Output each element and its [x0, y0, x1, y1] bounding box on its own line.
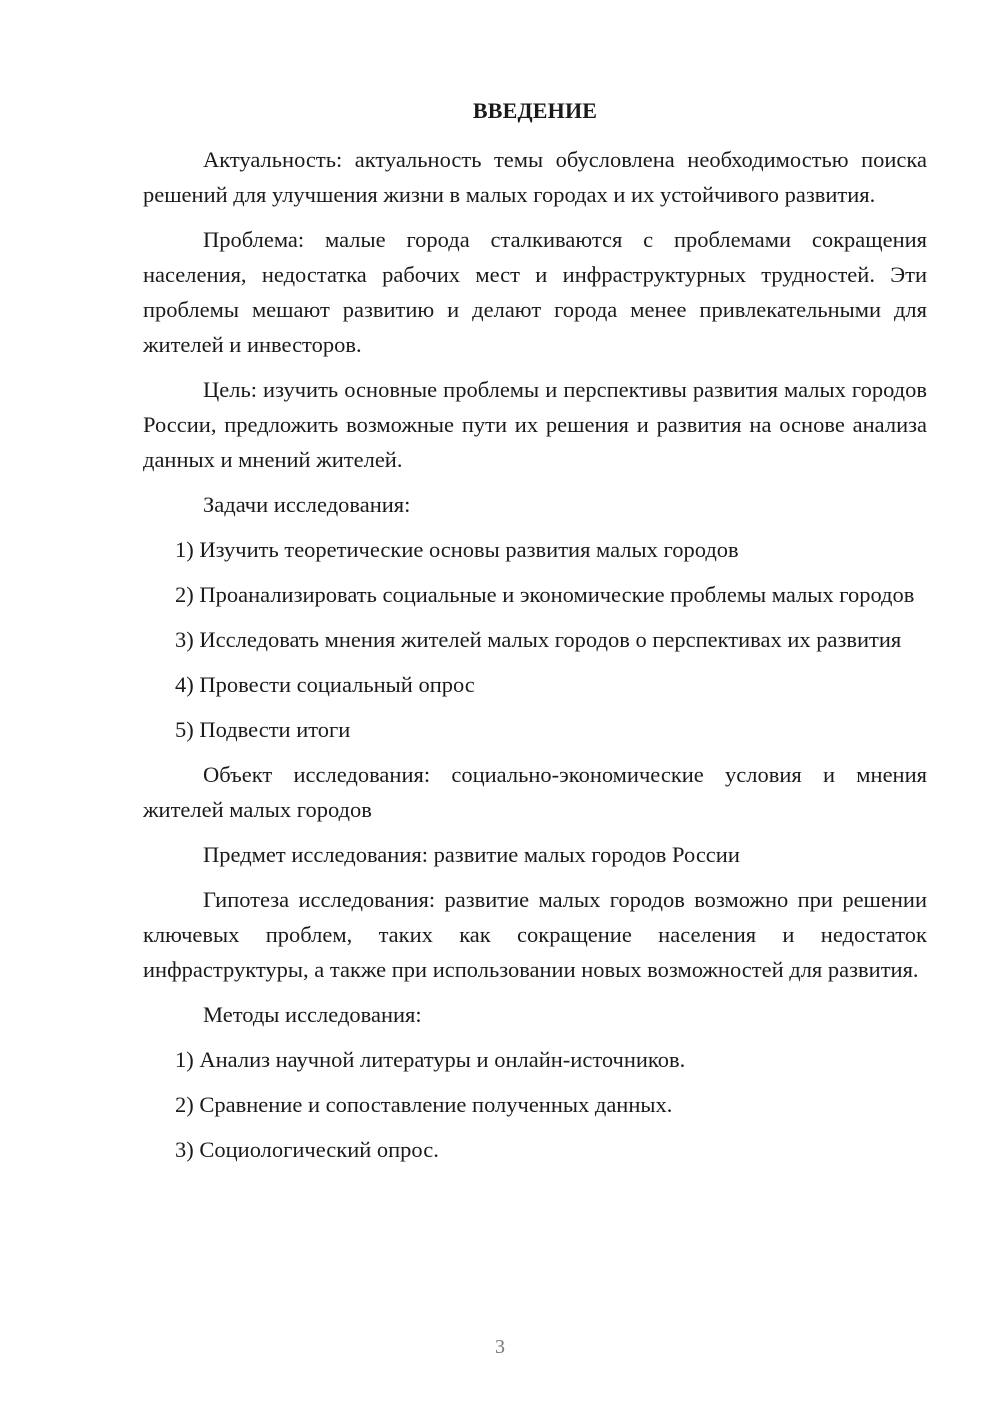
method-item-3: 3) Социологический опрос.	[175, 1137, 439, 1162]
section-title: ВВЕДЕНИЕ	[472, 98, 598, 123]
method-item-1: 1) Анализ научной литературы и онлайн-источников.	[175, 1047, 686, 1072]
task-item-4: 4) Провести социальный опрос	[175, 672, 475, 697]
task-item-3: 3) Исследовать мнения жителей малых городов о перспективах их развития	[175, 627, 902, 652]
paragraph-problem: Проблема: малые города сталкиваются с проблемами сокращения населения, недостатка рабочих мест и инфраструктурных трудностей. Эти проблемы мешают развитию и делают города менее привлекательными для жителей и инвесторов.	[143, 227, 927, 357]
paragraph-relevance: Актуальность: актуальность темы обусловлена необходимостью поиска решений для улучшения жизни в малых городах и их устойчивого развития.	[143, 147, 927, 207]
paragraph-object: Объект исследования: социально-экономические условия и мнения жителей малых городов	[143, 762, 927, 822]
task-item-2: 2) Проанализировать социальные и экономические проблемы малых городов	[175, 582, 915, 607]
paragraph-goal: Цель: изучить основные проблемы и перспективы развития малых городов России, предложить возможные пути их решения и развития на основе анализа данных и мнений жителей.	[143, 377, 927, 472]
paragraph-hypothesis: Гипотеза исследования: развитие малых городов возможно при решении ключевых проблем, таких как сокращение населения и недостаток инфраструктуры, а также при использовании новых возможностей для развития.	[143, 887, 927, 982]
page-number: 3	[495, 1336, 505, 1358]
tasks-heading: Задачи исследования:	[203, 492, 411, 517]
page-content	[143, 93, 927, 1177]
methods-heading: Методы исследования:	[203, 1002, 422, 1027]
task-item-5: 5) Подвести итоги	[175, 717, 351, 742]
method-item-2: 2) Сравнение и сопоставление полученных данных.	[175, 1092, 673, 1117]
task-item-1: 1) Изучить теоретические основы развития малых городов	[175, 537, 739, 562]
paragraph-subject: Предмет исследования: развитие малых городов России	[203, 842, 740, 867]
